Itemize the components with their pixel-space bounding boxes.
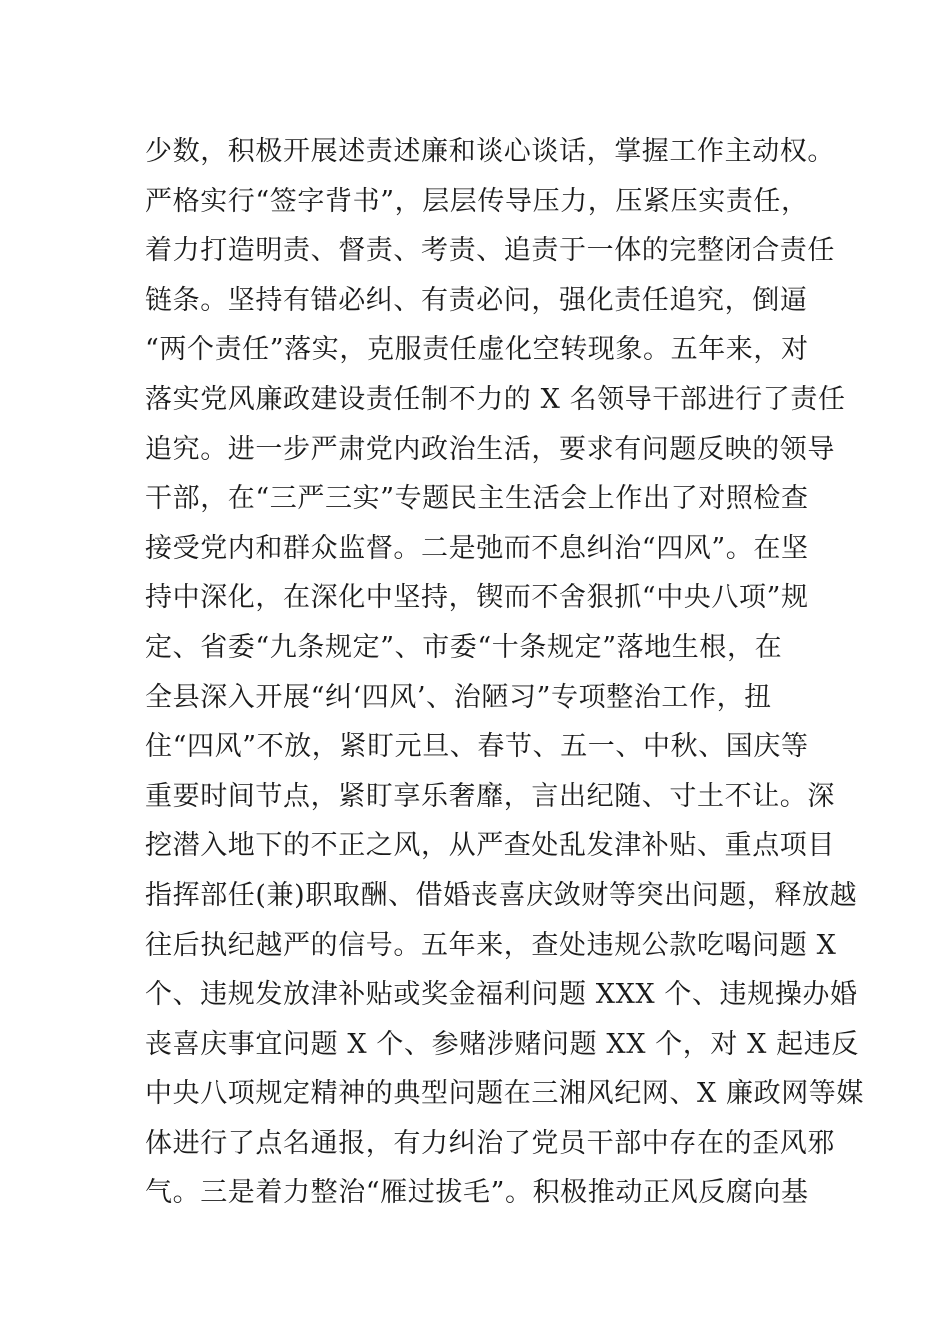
text-line: 重要时间节点，紧盯享乐奢靡，言出纪随、寸土不让。深 [145, 780, 835, 812]
text-line: 定、省委“九条规定”、市委“十条规定”落地生根，在 [145, 631, 783, 663]
text-line: 链条。坚持有错必纠、有责必问，强化责任追究，倒逼 [145, 284, 808, 316]
text-line: 挖潜入地下的不正之风，从严查处乱发津补贴、重点项目 [145, 830, 835, 862]
text-line: 着力打造明责、督责、考责、追责于一体的完整闭合责任 [145, 235, 835, 267]
text-line: “两个责任”落实，克服责任虚化空转现象。五年来，对 [145, 334, 809, 366]
text-line: 接受党内和群众监督。二是弛而不息纠治“四风”。在坚 [145, 532, 809, 564]
text-line: 气。三是着力整治“雁过拔毛”。积极推动正风反腐向基 [145, 1177, 809, 1209]
text-line: 住“四风”不放，紧盯元旦、春节、五一、中秋、国庆等 [145, 731, 809, 763]
text-line: 丧喜庆事宜问题 X 个、参赌涉赌问题 XX 个，对 X 起违反 [145, 1028, 859, 1060]
text-line: 指挥部任(兼)职取酬、借婚丧喜庆敛财等突出问题，释放越 [145, 879, 858, 911]
text-line: 体进行了点名通报，有力纠治了党员干部中存在的歪风邪 [145, 1127, 835, 1159]
body-text [145, 127, 865, 1218]
text-line: 追究。进一步严肃党内政治生活，要求有问题反映的领导 [145, 433, 835, 465]
text-line: 持中深化，在深化中坚持，锲而不舍狠抓“中央八项”规 [145, 582, 809, 614]
text-line: 个、违规发放津补贴或奖金福利问题 XXX 个、违规操办婚 [145, 979, 858, 1011]
text-line: 往后执纪越严的信号。五年来，查处违规公款吃喝问题 X [145, 929, 837, 961]
text-line: 落实党风廉政建设责任制不力的 X 名领导干部进行了责任 [145, 383, 846, 415]
text-line: 中央八项规定精神的典型问题在三湘风纪网、X 廉政网等媒 [145, 1078, 865, 1110]
text-line: 少数，积极开展述责述廉和谈心谈话，掌握工作主动权。 [145, 136, 835, 167]
text-line: 全县深入开展“纠‘四风’、治陋习”专项整治工作，扭 [145, 681, 772, 713]
text-line: 严格实行“签字背书”，层层传导压力，压紧压实责任， [145, 185, 809, 217]
text-line: 干部，在“三严三实”专题民主生活会上作出了对照检查 [145, 483, 809, 515]
